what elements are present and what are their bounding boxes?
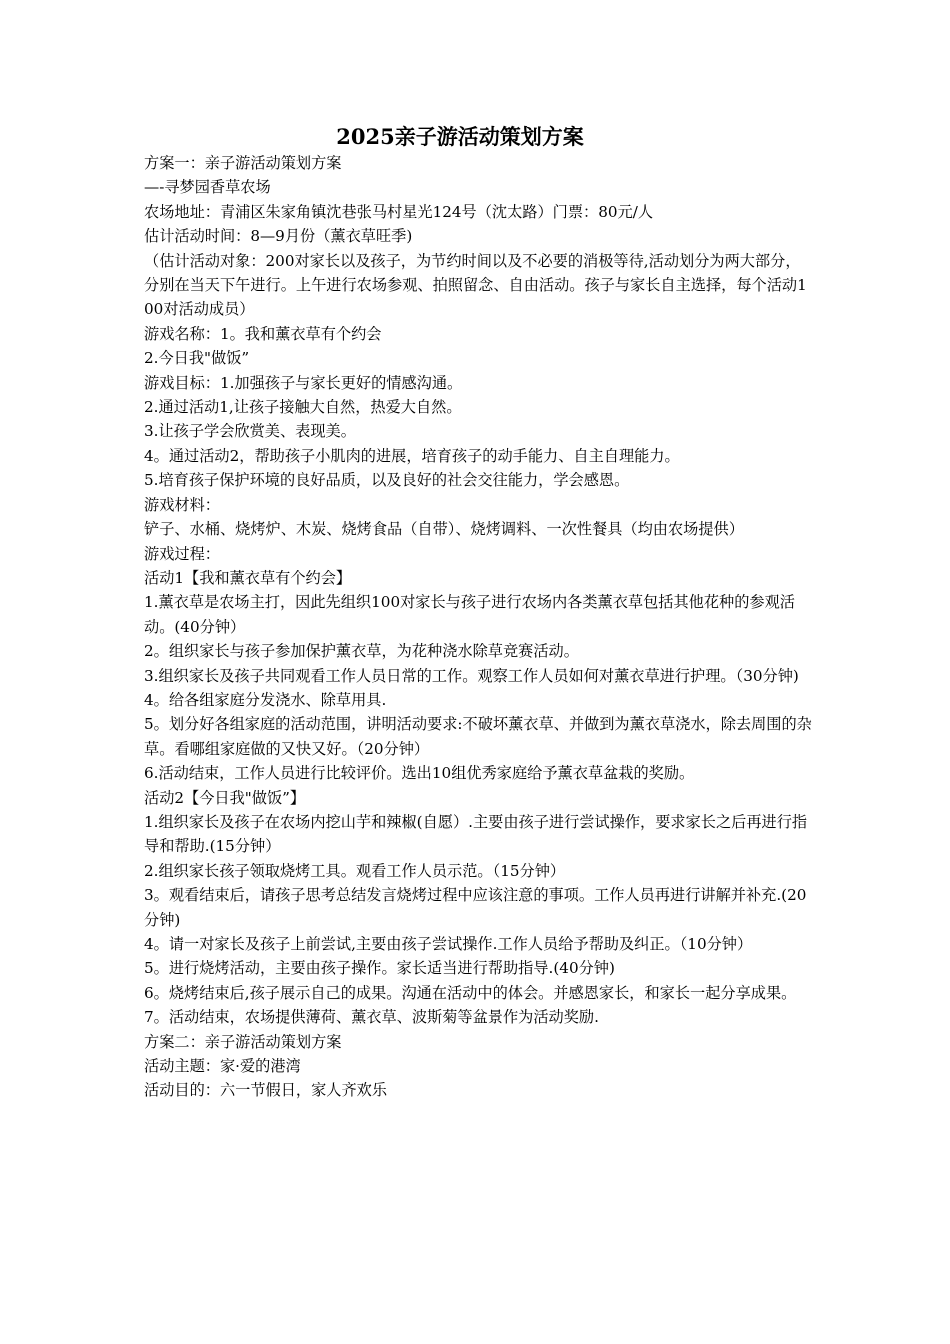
paragraph: 7。活动结束，农场提供薄荷、薰衣草、波斯菊等盆景作为活动奖励. [144,1008,599,1027]
paragraph: 铲子、水桶、烧烤炉、木炭、烧烤食品（自带）、烧烤调料、一次性餐具（均由农场提供） [144,520,744,539]
paragraph: 游戏过程： [144,544,220,563]
paragraph: 3.让孩子学会欣赏美、表现美。 [144,422,356,441]
paragraph: 3.组织家长及孩子共同观看工作人员日常的工作。观察工作人员如何对薰衣草进行护理。（30分钟) [144,666,799,685]
document-body [144,151,814,1103]
paragraph: 活动2【今日我"做饭”】 [144,788,306,807]
document-title: 2025亲子游活动策划方案 [336,124,584,149]
paragraph: 游戏目标：1.加强孩子与家长更好的情感沟通。 [144,373,463,392]
paragraph: 活动主题：家·爱的港湾 [144,1057,301,1076]
paragraph: 1.薰衣草是农场主打，因此先组织100对家长与孩子进行农场内各类薰衣草包括其他花种的参观活动。(40分钟） [144,593,795,636]
paragraph: 5.培育孩子保护环境的良好品质，以及良好的社会交往能力，学会感恩。 [144,471,630,490]
paragraph: 1.组织家长及孩子在农场内挖山芋和辣椒(自愿）.主要由孩子进行尝试操作，要求家长之后再进行指导和帮助.(15分钟） [144,812,808,856]
paragraph: 4。给各组家庭分发浇水、除草用具. [144,690,387,709]
paragraph: 2.通过活动1,让孩子接触大自然，热爱大自然。 [144,398,462,417]
paragraph: 5。划分好各组家庭的活动范围，讲明活动要求:不破坏薰衣草、并做到为薰衣草浇水，除去周围的杂草。看哪组家庭做的又快又好。（20分钟） [144,715,812,758]
paragraph: 2。组织家长与孩子参加保护薰衣草，为花种浇水除草竞赛活动。 [144,642,579,661]
paragraph: 活动目的：六一节假日，家人齐欢乐 [144,1081,387,1100]
paragraph: 游戏材料： [144,495,220,514]
paragraph: 6。烧烤结束后,孩子展示自己的成果。沟通在活动中的体会。并感恩家长，和家长一起分享成果。 [144,983,797,1002]
paragraph: 活动1【我和薰衣草有个约会】 [144,568,352,587]
paragraph: （估计活动对象：200对家长以及孩子，为节约时间以及不必要的消极等待,活动划分为两大部分，分别在当天下午进行。上午进行农场参观、拍照留念、自由活动。孩子与家长自主选择，每个活动100对活动成员） [144,251,807,319]
paragraph: 3。观看结束后，请孩子思考总结发言烧烤过程中应该注意的事项。工作人员再进行讲解并补充.(20分钟) [144,886,807,929]
paragraph: 6.活动结束，工作人员进行比较评价。选出10组优秀家庭给予薰衣草盆栽的奖励。 [144,764,695,783]
paragraph: 2.今日我"做饭” [144,349,250,368]
paragraph: 方案一：亲子游活动策划方案 [144,154,342,172]
paragraph: 2.组织家长孩子领取烧烤工具。观看工作人员示范。（15分钟） [144,861,566,880]
paragraph: 4。通过活动2，帮助孩子小肌肉的进展，培育孩子的动手能力、自主自理能力。 [144,446,680,465]
paragraph: 方案二：亲子游活动策划方案 [144,1032,342,1051]
paragraph: 5。进行烧烤活动，主要由孩子操作。家长适当进行帮助指导.(40分钟) [144,959,615,978]
paragraph: 4。请一对家长及孩子上前尝试,主要由孩子尝试操作.工作人员给予帮助及纠正。（10分钟） [144,935,753,953]
paragraph: 估计活动时间：8—9月份（薰衣草旺季) [144,227,413,246]
paragraph: —-寻梦园香草农场 [144,178,271,197]
paragraph: 游戏名称：1。我和薰衣草有个约会 [144,324,382,343]
paragraph: 农场地址：青浦区朱家角镇沈巷张马村星光124号（沈太路）门票：80元/人 [144,202,654,221]
